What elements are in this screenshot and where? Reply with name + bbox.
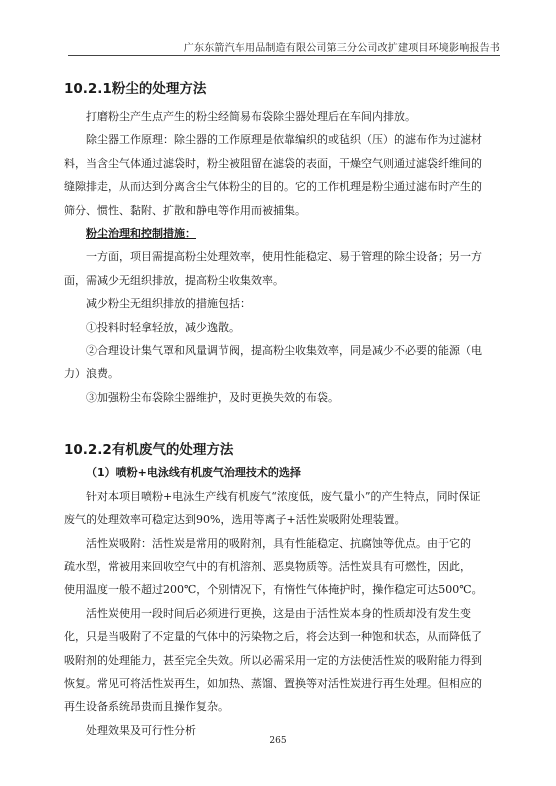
text-line: ①投料时轻拿轻放，减少逸散。 xyxy=(86,320,240,334)
text-line: 力）浪费。 xyxy=(64,367,119,381)
subheading-text: 粉尘治理和控制措施： xyxy=(86,227,196,241)
text-line: 针对本项目喷粉+电泳生产线有机废气“浓度低，废气量小”的产生特点，同时保证 xyxy=(86,489,481,503)
text-line: 缝隙排走，从而达到分离含尘气体粉尘的目的。它的工作机理是粉尘通过滤布时产生的 xyxy=(64,180,482,194)
text-line: 吸附剂的处理能力，甚至完全失效。所以必需采用一定的方法使活性炭的吸附能力得到 xyxy=(64,653,482,667)
text-line: 处理效果及可行性分析 xyxy=(86,723,196,737)
document-body xyxy=(64,72,496,742)
section-title-organic-gas: 10.2.2有机废气的处理方法 xyxy=(64,442,234,459)
paragraph xyxy=(64,485,496,532)
subheading-dust-measures xyxy=(64,222,496,245)
text-line: 化，只是当吸附了不定量的气体中的污染物之后，将会达到一种饱和状态，从而降低了 xyxy=(64,630,482,644)
page-number: 265 xyxy=(269,736,287,746)
paragraph xyxy=(64,245,496,292)
paragraph xyxy=(64,292,496,315)
text-line: 面，需减少无组织排放，提高粉尘收集效率。 xyxy=(64,273,284,287)
text-line: ②合理设计集气罩和风量调节阀，提高粉尘收集效率，同是减少不必要的能源（电 xyxy=(86,344,482,358)
paragraph xyxy=(64,602,496,719)
text-line: ③加强粉尘布袋除尘器维护，及时更换失效的布袋。 xyxy=(86,390,339,404)
section-title-dust: 10.2.1粉尘的处理方法 xyxy=(64,81,207,97)
text-line: 料，当含尘气体通过滤袋时，粉尘被阻留在滤袋的表面，干燥空气则通过滤袋纤维间的 xyxy=(64,156,482,170)
measure-item xyxy=(64,316,496,339)
text-line: 减少粉尘无组织排放的措施包括： xyxy=(86,297,251,311)
header-rule xyxy=(68,55,500,56)
paragraph xyxy=(64,532,496,602)
paragraph xyxy=(64,105,496,128)
text-line: 活性炭吸附：活性炭是常用的吸附剂，具有性能稳定、抗腐蚀等优点。由于它的 xyxy=(86,536,471,550)
paragraph xyxy=(64,128,496,222)
text-line: 除尘器工作原理：除尘器的工作原理是依靠编织的或毡织（压）的滤布作为过滤材 xyxy=(86,133,482,147)
measure-item xyxy=(64,339,496,386)
text-line: 再生设备系统昂贵而且操作复杂。 xyxy=(64,700,229,714)
measure-item xyxy=(64,386,496,409)
subheading-treatment-selection xyxy=(64,461,496,484)
text-line: 筛分、惯性、黏附、扩散和静电等作用而被捕集。 xyxy=(64,203,306,217)
text-line: 一方面，项目需提高粉尘处理效率，使用性能稳定、易于管理的除尘设备；另一方 xyxy=(86,250,482,264)
text-line: 打磨粉尘产生点产生的粉尘经简易布袋除尘器处理后在车间内排放。 xyxy=(86,110,416,123)
text-line: 活性炭使用一段时间后必须进行更换，这是由于活性炭本身的性质却没有发生变 xyxy=(86,606,471,620)
text-line: 恢复。常见可将活性炭再生，如加热、蒸馏、置换等对活性炭进行再生处理。但相应的 xyxy=(64,676,482,690)
running-header: 广东东箭汽车用品制造有限公司第三分公司改扩建项目环境影响报告书 xyxy=(183,43,500,54)
text-line: 使用温度一般不超过200℃，个别情况下，有惰性气体掩护时，操作稳定可达500℃。 xyxy=(64,583,483,597)
text-line: 废气的处理效率可稳定达到90%，选用等离子+活性炭吸附处理装置。 xyxy=(64,513,406,527)
text-line: 疏水型，常被用来回收空气中的有机溶剂、恶臭物质等。活性炭具有可燃性，因此， xyxy=(64,559,471,573)
subheading-text: （1）喷粉+电泳线有机废气治理技术的选择 xyxy=(86,466,301,480)
